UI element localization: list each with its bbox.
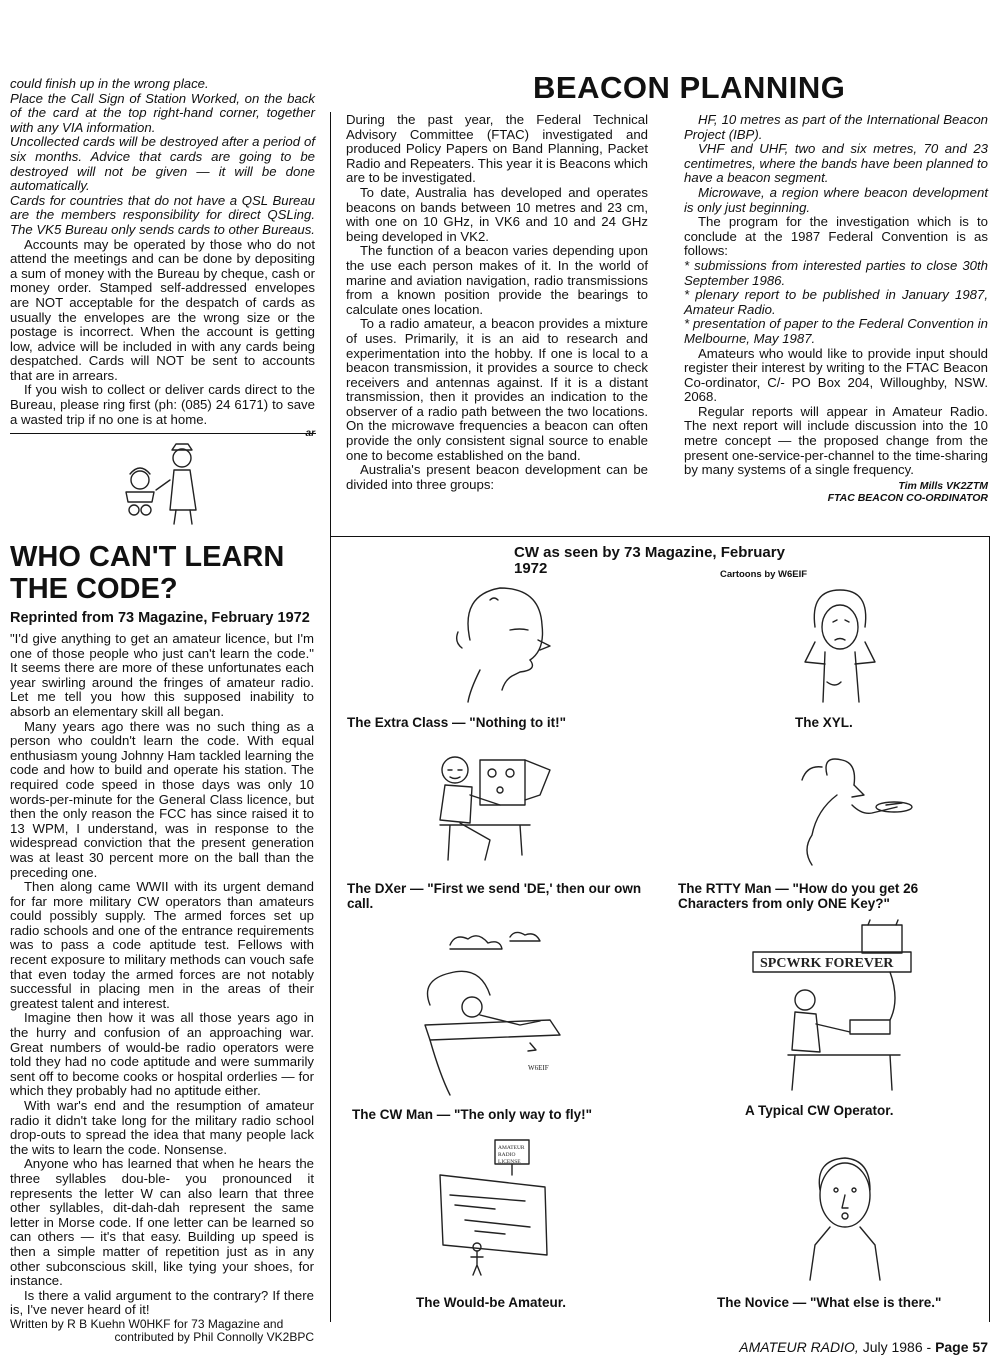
beacon-signature-title: FTAC BEACON CO-ORDINATOR xyxy=(827,491,988,504)
xyl-cartoon xyxy=(785,582,895,707)
beacon-column-1 xyxy=(346,113,648,492)
beacon-paragraph: Amateurs who would like to provide input should register their interest by writing to the FTAC Beacon Co-ordinator, C/- PO Box 204, Willoughby, NSW. 2068. xyxy=(684,345,988,405)
novice-cartoon xyxy=(790,1150,900,1285)
would-be-amateur-cartoon xyxy=(435,1135,560,1285)
caption-would-be-amateur: The Would-be Amateur. xyxy=(416,1295,567,1310)
beacon-paragraph: Australia's present beacon development can be divided into three groups: xyxy=(346,462,648,492)
beacon-paragraph: To date, Australia has developed and operates beacons on bands between 10 metres and 23 cm, with one on 10 GHz, in VK6 and 10 and 24 GHz being developed in VK2. xyxy=(346,184,648,244)
beacon-paragraph: To a radio amateur, a beacon provides a mixture of uses. Primarily, it is an aid to research and experimentation into the hobby. If one is local to a beacon transmission, it provides a source to check receivers and antennas against. If it is a distant transmission, then it provides an indication to the observer of a radio path between the two locations. On the microwave frequencies a beacon can often provide the only consistent signal source to enable one to become established on the band. xyxy=(346,316,648,463)
code-credit-line2: contributed by Phil Connolly VK2BPC xyxy=(114,1329,314,1344)
code-paragraph: Is there a valid argument to the contrary? If there is, I've never heard of it! xyxy=(10,1287,314,1318)
cartoon-byline: Cartoons by W6EIF xyxy=(720,569,808,580)
cartoon-heading-line1: CW as seen by 73 Magazine, February xyxy=(514,544,785,561)
qsl-column xyxy=(10,77,315,442)
code-paragraph: Imagine then how it was all those years ago in the hurry and confusion of an approaching war. Great numbers of would-be radio operators were told they had no code aptitude and were summarily sent off to become cooks or hospital orderlies — for which they probably had no aptitude either. xyxy=(10,1010,314,1099)
cartoon-box-left xyxy=(330,537,331,1322)
page-footer xyxy=(739,1339,988,1355)
caption-cw-man: The CW Man — "The only way to fly!" xyxy=(352,1107,593,1122)
qsl-italic-line: Cards for countries that do not have a QSL Bureau are the members responsibility for direct QSLing. The VK5 Bureau only sends cards to other Bureaus. xyxy=(10,192,315,237)
svg-text:AMATEUR: AMATEUR xyxy=(498,1145,525,1151)
footer-magazine: AMATEUR RADIO, xyxy=(739,1339,859,1355)
beacon-bottom-border xyxy=(330,536,990,537)
rtty-man-cartoon xyxy=(782,755,922,870)
beacon-group: HF, 10 metres as part of the International Beacon Project (IBP). xyxy=(684,112,988,142)
qsl-paragraph: If you wish to collect or deliver cards direct to the Bureau, please ring first (ph: (085) 24 6171) to save a wasted trip if no one is at home. xyxy=(10,382,315,427)
svg-text:SPCWRK FOREVER: SPCWRK FOREVER xyxy=(760,956,894,971)
code-article-title-line2: THE CODE? xyxy=(10,573,178,605)
code-article-subtitle: Reprinted from 73 Magazine, February 1972 xyxy=(10,610,310,626)
caption-rtty-man xyxy=(678,881,983,911)
beacon-list-item: * plenary report to be published in January 1987, Amateur Radio. xyxy=(684,287,988,317)
code-paragraph: Then along came WWII with its urgent demand for far more military CW operators than amateurs could possibly supply. The armed forces set up radio schools and one of the entrance requirements was to pass a code aptitude test. Fellows with recent exposure to military methods can vouch safe that even today the armed forces are not notably successful in placing men in the areas of their greatest talent and interest. xyxy=(10,879,314,1011)
beacon-paragraph: The program for the investigation which is to conclude at the 1987 Federal Convention is as follows: xyxy=(684,214,988,259)
svg-text:LICENSE: LICENSE xyxy=(498,1159,521,1165)
typical-cw-operator-cartoon xyxy=(750,920,920,1095)
code-paragraph: With war's end and the resumption of amateur radio it didn't take long for the military radio school drop-outs to spread the idea that many people lack the wits to learn the code. Nonsense. xyxy=(10,1098,314,1157)
qsl-italic-line: Uncollected cards will be destroyed after a period of six months. Advice that cards are going to be destroyed will not be given — it will be done automatically. xyxy=(10,134,315,194)
beacon-group: VHF and UHF, two and six metres, 70 and 23 centimetres, where the bands have been planned to have a beacon segment. xyxy=(684,141,988,186)
beacon-signature-name: Tim Mills VK2ZTM xyxy=(898,479,988,492)
dxer-cartoon xyxy=(430,745,555,870)
caption-rtty-text: The RTTY Man — "How do you get 26 Characters from only ONE Key?" xyxy=(678,881,919,911)
svg-text:RADIO: RADIO xyxy=(498,1152,516,1158)
caption-typical-cw-operator: A Typical CW Operator. xyxy=(745,1103,894,1118)
caption-novice: The Novice — "What else is there." xyxy=(717,1295,942,1310)
footer-date: July 1986 - xyxy=(862,1339,932,1355)
cartoon-heading-line2: 1972 xyxy=(514,560,548,577)
code-credit-line1: Written by R B Kuehn W0HKF for 73 Magazine and xyxy=(10,1316,284,1331)
beacon-list-item: * presentation of paper to the Federal Convention in Melbourne, May 1987. xyxy=(684,316,988,346)
code-paragraph: Anyone who has learned that when he hears the three syllables dou-ble- you pronounced it represents the letter W can also learn that three other syllables, dit-dah-dah represent the same letter in Morse code. If one letter can be learned so can others — it's that easy. Building up speed is then a simple matter of repetition just as in any other subconscious skill, like tying your shoes, for instance. xyxy=(10,1156,314,1289)
caption-extra-class: The Extra Class — "Nothing to it!" xyxy=(347,715,567,730)
beacon-paragraph: During the past year, the Federal Technical Advisory Committee (FTAC) investigated and produced Policy Papers on Band Planning, Packet Radio and Repeaters. This year it is Beacons which are to be investigated. xyxy=(346,112,648,186)
qsl-paragraph: Accounts may be operated by those who do not attend the meetings and can be done by depositing a sum of money with the Bureau by cheque, cash or money order. Stamped self-addressed envelopes are NOT acceptable for the despatch of cards as usually the envelopes are the wrong size or the postage is incorrect. When the account is getting low, advice will be included in with any cards being despatched. Cards will NOT be sent to accounts that are in arrears. xyxy=(10,236,315,383)
beacon-left-border xyxy=(330,112,331,537)
caption-dxer-text: The DXer — "First we send 'DE,' then our own call. xyxy=(347,881,642,911)
code-article-title-line1: WHO CAN'T LEARN xyxy=(10,541,285,573)
svg-text:W6EIF: W6EIF xyxy=(528,1064,549,1072)
code-paragraph: Many years ago there was no such thing as a person who couldn't learn the code. With equal enthusiasm young Johnny Ham tackled learning the code and how to build and operate his station. The required code speed in those days was only 10 words-per-minute for the General Class licence, but then the only reason the FCC has since raised it to 13 WPM, I understand, was in response to the widespread conviction that the present generation was at least 30 percent more on the ball than the preceding one. xyxy=(10,718,314,880)
caption-xyl: The XYL. xyxy=(795,715,853,730)
cartoon-box-right xyxy=(989,537,990,1322)
qsl-italic-line: could finish up in the wrong place. xyxy=(10,76,209,91)
caption-dxer xyxy=(347,881,652,911)
code-paragraph: "I'd give anything to get an amateur licence, but I'm one of those people who just can't learn the code." It seems there are more of these unfortunates each year swirling around the fringes of amateur radio. Let me tell you how this supposed inability to absorb an elementary skill all began. xyxy=(10,631,314,719)
cw-man-cartoon xyxy=(410,925,570,1100)
extra-class-cartoon xyxy=(450,580,560,705)
beacon-paragraph: The function of a beacon varies depending upon the use each person makes of it. In the world of marine and aviation navigation, radio transmissions from a known position provide the bearings to calculate ones location. xyxy=(346,243,648,317)
left-divider xyxy=(10,433,316,434)
beacon-title: BEACON PLANNING xyxy=(533,70,846,105)
footer-page: Page 57 xyxy=(935,1339,988,1355)
qsl-italic-line: Place the Call Sign of Station Worked, on the back of the card at the top right-hand corner, together with any VIA information. xyxy=(10,90,315,135)
beacon-group: Microwave, a region where beacon development is only just beginning. xyxy=(684,184,988,215)
beacon-list-item: * submissions from interested parties to close 30th September 1986. xyxy=(684,257,988,288)
beacon-column-2 xyxy=(684,113,988,504)
beacon-paragraph: Regular reports will appear in Amateur Radio. The next report will include discussion into the 10 metre concept — the proposed change from the present one-service-per-channel to the time-sharing by many systems of a single frequency. xyxy=(684,403,988,478)
code-article-body xyxy=(10,632,314,1344)
operator-cartoon-illustration xyxy=(112,440,222,525)
